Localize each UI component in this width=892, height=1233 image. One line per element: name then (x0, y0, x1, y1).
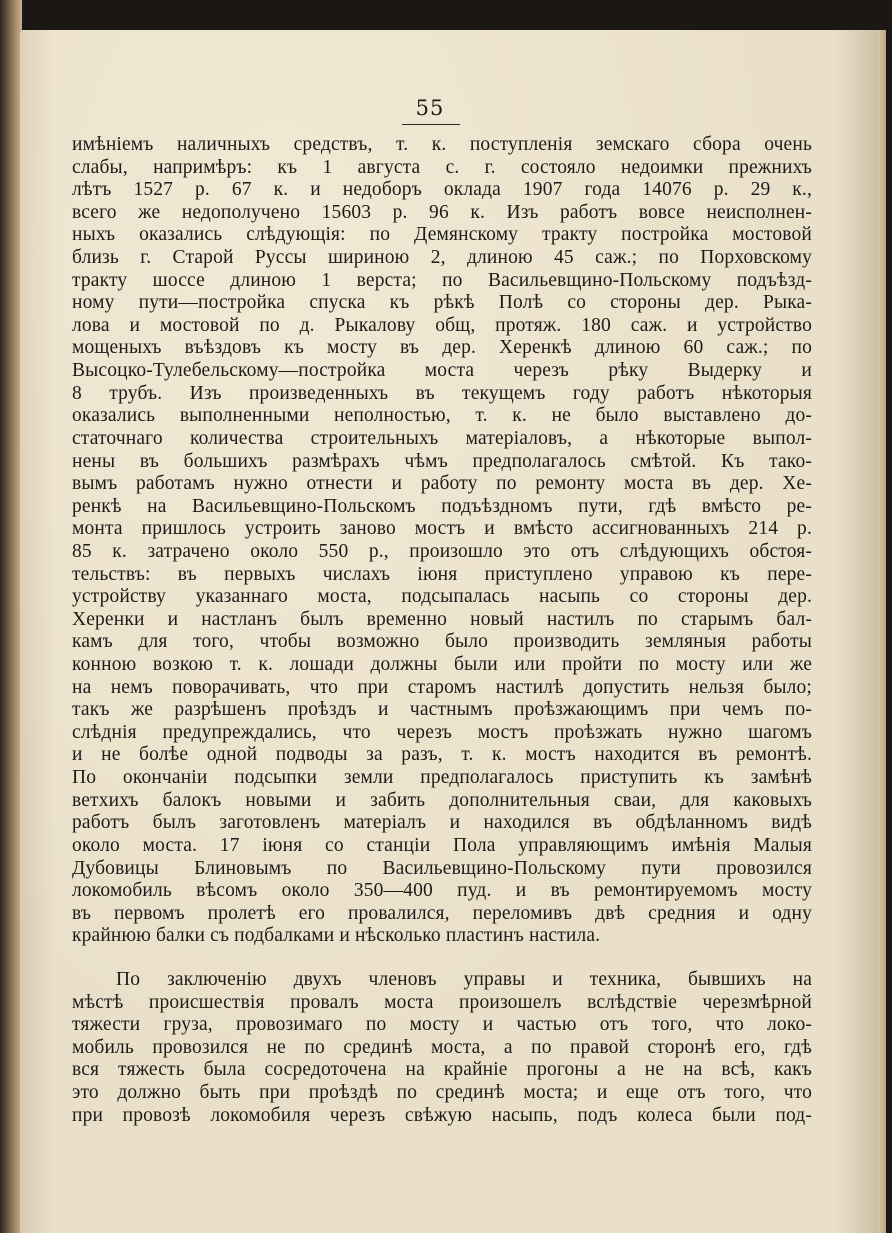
text-line: работъ былъ заготовленъ матеріалъ и находился въ обдѣланномъ видѣ (72, 812, 812, 834)
text-line: статочнаго количества строительныхъ матеріаловъ, а нѣкоторые выпол- (72, 427, 812, 449)
text-line: ному пути—постройка спуска къ рѣкѣ Полѣ со стороны дер. Рыка- (72, 292, 812, 314)
text-line: Дубовицы Блиновымъ по Васильевщино-Польскому пути провозился (72, 857, 812, 879)
text-line: и не болѣе одной подводы за разъ, т. к. мостъ находится въ ремонтѣ. (72, 744, 812, 766)
paragraph (72, 134, 812, 948)
text-line: камъ для того, чтобы возможно было производить земляныя работы (72, 631, 812, 653)
page-number: 55 (415, 96, 445, 120)
body-text (72, 134, 812, 1127)
text-line: Херенки и настланъ былъ временно новый настилъ по старымъ бал- (72, 608, 812, 630)
text-line: лова и мостовой по д. Рыкалову общ, протяж. 180 саж. и устройство (72, 314, 812, 336)
text-line: локомобиль вѣсомъ около 350—400 пуд. и въ ремонтируемомъ мосту (72, 880, 812, 902)
book-spine (0, 0, 22, 1233)
text-line: оказались выполненными неполностью, т. к. не было выставлено до- (72, 405, 812, 427)
text-line: нены въ большихъ размѣрахъ чѣмъ предполагалось смѣтой. Къ тако- (72, 450, 812, 472)
text-line: ренкѣ на Васильевщино-Польскомъ подъѣздномъ пути, гдѣ вмѣсто ре- (72, 495, 812, 517)
text-line: слабы, напримѣръ: къ 1 августа с. г. состояло недоимки прежнихъ (72, 156, 812, 178)
text-line: Высоцко-Тулебельскому—постройка моста черезъ рѣку Выдерку и (72, 360, 812, 382)
text-line: 85 к. затрачено около 550 р., произошло это отъ слѣдующихъ обстоя- (72, 540, 812, 562)
text-line: всего же недополучено 15603 р. 96 к. Изъ работъ вовсе неисполнен- (72, 201, 812, 223)
text-line: ныхъ оказались слѣдующія: по Демянскому тракту постройка мостовой (72, 224, 812, 246)
text-line: 8 трубъ. Изъ произведенныхъ въ текущемъ году работъ нѣкоторыя (72, 382, 812, 404)
text-line: тяжести груза, провозимаго по мосту и частью отъ того, что локо- (72, 1014, 812, 1036)
text-line: тельствъ: въ первыхъ числахъ іюня приступлено управою къ пере- (72, 563, 812, 585)
text-line: близь г. Старой Руссы шириною 2, длиною 45 саж.; по Порховскому (72, 247, 812, 269)
text-line: По окончаніи подсыпки земли предполагалось приступить къ замѣнѣ (72, 767, 812, 789)
book-page (20, 30, 886, 1233)
text-line: на немъ поворачивать, что при старомъ настилѣ допустить нельзя было; (72, 676, 812, 698)
text-line: вся тяжесть была сосредоточена на крайніе прогоны а не на всѣ, какъ (72, 1059, 812, 1081)
page-number-rule (402, 124, 460, 125)
text-line: мощеныхъ въѣздовъ къ мосту въ дер. Херенкѣ длиною 60 саж.; по (72, 337, 812, 359)
text-line: въ первомъ пролетѣ его провалился, переломивъ двѣ средния и одну (72, 902, 812, 924)
text-line: устройству указаннаго моста, подсыпалась насыпь со стороны дер. (72, 586, 812, 608)
text-line: при провозѣ локомобиля черезъ свѣжую насыпь, подъ колеса были под- (72, 1104, 812, 1126)
paragraph (72, 969, 812, 1127)
text-line: лѣтъ 1527 р. 67 к. и недоборъ оклада 1907 года 14076 р. 29 к., (72, 179, 812, 201)
text-line: По заключенію двухъ членовъ управы и техника, бывшихъ на (116, 968, 812, 990)
text-line: такъ же разрѣшенъ проѣздъ и частнымъ проѣзжающимъ при чемъ по- (72, 699, 812, 721)
text-line: около моста. 17 іюня со станціи Пола управляющимъ имѣнія Малыя (72, 834, 812, 856)
text-line: имѣніемъ наличныхъ средствъ, т. к. поступленія земскаго сбора очень (72, 134, 812, 155)
text-line: тракту шоссе длиною 1 верста; по Васильевщино-Польскому подъѣзд- (72, 269, 812, 291)
text-line: крайнюю балки съ подбалками и нѣсколько пластинъ настила. (72, 925, 601, 947)
text-line: монта пришлось устроить заново мостъ и вмѣсто ассигнованныхъ 214 р. (72, 518, 812, 540)
text-line: слѣднія предупреждались, что черезъ мостъ проѣзжать нужно шагомъ (72, 721, 812, 743)
text-line: мѣстѣ происшествія провалъ моста произошелъ вслѣдствіе черезмѣрной (72, 991, 812, 1013)
paragraph-gap (72, 948, 812, 969)
text-line: конною возкою т. к. лошади должны были или пройти по мосту или же (72, 654, 812, 676)
text-line: ветхихъ балокъ новыми и забить дополнительныя сваи, для каковыхъ (72, 789, 812, 811)
text-line: вымъ работамъ нужно отнести и работу по ремонту моста въ дер. Хе- (72, 473, 812, 495)
page-edge (878, 30, 886, 1233)
text-line: мобиль провозился не по срединѣ моста, а по правой сторонѣ его, гдѣ (72, 1036, 812, 1058)
text-line: это должно быть при проѣздѣ по срединѣ моста; и еще отъ того, что (72, 1081, 812, 1103)
